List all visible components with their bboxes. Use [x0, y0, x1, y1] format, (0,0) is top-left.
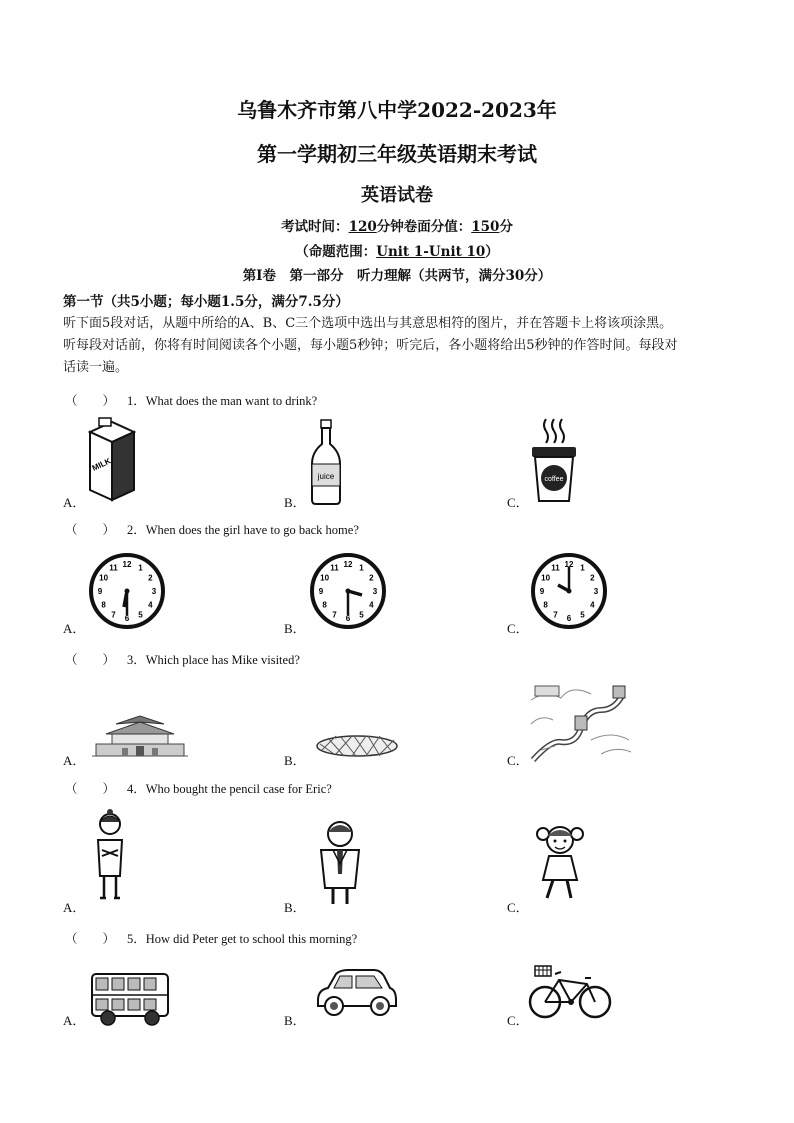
exam-title-school: 乌鲁木齐市第八中学2022-2023年: [237, 98, 557, 122]
clock-number: 11: [551, 563, 560, 573]
time-value: 120: [348, 219, 377, 235]
clock-number: 10: [320, 573, 330, 583]
score-label: 卷面分值：: [403, 219, 472, 235]
answer-blank[interactable]: （ ）: [65, 932, 116, 946]
answer-blank[interactable]: （ ）: [65, 394, 116, 408]
option-a-label[interactable]: A．: [63, 1013, 86, 1028]
clock-number: 2: [148, 573, 153, 583]
clock-number: 3: [372, 587, 378, 596]
question-text: 5．How did Peter get to school this morning?: [127, 932, 358, 946]
juice-bottle-image[interactable]: [308, 418, 344, 506]
clock-number: 10: [541, 573, 551, 583]
clock-number: 12: [564, 560, 574, 569]
scope-close: ）: [485, 244, 499, 260]
section-heading: 第一节（共5小题；每小题1.5分，满分7.5分）: [63, 294, 349, 310]
question-1: [65, 391, 317, 409]
question-text: 4．Who bought the pencil case for Eric?: [127, 782, 332, 796]
option-a-label[interactable]: A．: [63, 621, 86, 636]
clock-b-image[interactable]: [309, 552, 387, 630]
clock-number: 3: [151, 587, 157, 596]
clock-number: 11: [109, 563, 118, 573]
double-decker-bus-image[interactable]: [90, 968, 170, 1026]
clock-number: 5: [138, 610, 143, 620]
option-c-label[interactable]: C．: [507, 753, 529, 768]
question-text: 1．What does the man want to drink?: [127, 394, 318, 408]
answer-blank[interactable]: （ ）: [65, 523, 116, 537]
clock-number: 2: [590, 573, 595, 583]
clock-number: 6: [345, 614, 351, 623]
exam-scope: [0, 240, 794, 260]
clock-c-image[interactable]: [530, 552, 608, 630]
option-b-label[interactable]: B．: [284, 621, 306, 636]
man-in-suit-image[interactable]: [315, 818, 365, 906]
tiananmen-image[interactable]: [92, 716, 188, 758]
coffee-text: coffee: [544, 476, 564, 483]
clock-number: 7: [553, 610, 558, 620]
option-a-label[interactable]: A．: [63, 900, 86, 915]
clock-number: 1: [138, 563, 143, 573]
juice-text: juice: [317, 472, 335, 481]
clock-number: 11: [330, 563, 339, 573]
question-text: 2．When does the girl have to go back home?: [127, 523, 359, 537]
option-c-label[interactable]: C．: [507, 1013, 529, 1028]
option-b-label[interactable]: B．: [284, 753, 306, 768]
scope-value: Unit 1-Unit 10: [376, 244, 486, 260]
clock-number: 6: [124, 614, 130, 623]
clock-number: 4: [590, 600, 595, 610]
car-image[interactable]: [312, 966, 398, 1018]
milk-text: MILK: [90, 456, 113, 473]
exam-time-score: [0, 215, 794, 235]
instruction-line: 听每段对话前，你将有时间阅读各个小题，每小题5秒钟；听完后，各小题将给出5秒钟的作答时间。每段对: [63, 338, 678, 353]
question-3: [65, 650, 300, 668]
clock-number: 1: [359, 563, 364, 573]
clock-number: 12: [122, 560, 132, 569]
option-c-label[interactable]: C．: [507, 621, 529, 636]
part-heading: 第Ⅰ卷 第一部分 听力理解（共两节，满分30分）: [242, 268, 552, 284]
clock-number: 10: [99, 573, 109, 583]
score-value: 150: [471, 219, 500, 235]
clock-number: 1: [580, 563, 585, 573]
clock-number: 5: [580, 610, 585, 620]
clock-number: 8: [322, 600, 327, 610]
instruction-line: 话读一遍。: [63, 360, 129, 375]
clock-number: 8: [101, 600, 106, 610]
question-2: [65, 520, 359, 538]
girl-image[interactable]: [533, 822, 587, 902]
clock-number: 3: [593, 587, 599, 596]
clock-number: 4: [369, 600, 374, 610]
woman-teacher-image[interactable]: [90, 810, 130, 902]
question-4: [65, 779, 332, 797]
clock-number: 7: [111, 610, 116, 620]
question-5: [65, 929, 357, 947]
clock-number: 8: [543, 600, 548, 610]
option-a-label[interactable]: A．: [63, 753, 86, 768]
bicycle-image[interactable]: [529, 962, 613, 1020]
clock-number: 12: [343, 560, 353, 569]
exam-subtitle: 英语试卷: [361, 185, 433, 206]
answer-blank[interactable]: （ ）: [65, 782, 116, 796]
instruction-line: 听下面5段对话，从题中所给的A、B、C三个选项中选出与其意思相符的图片，并在答题卡上将该项涂黑。: [63, 316, 673, 331]
clock-number: 9: [318, 587, 324, 596]
clock-number: 9: [97, 587, 103, 596]
answer-blank[interactable]: （ ）: [65, 653, 116, 667]
clock-number: 4: [148, 600, 153, 610]
question-text: 3．Which place has Mike visited?: [127, 653, 300, 667]
clock-number: 9: [539, 587, 545, 596]
scope-open: （命题范围：: [295, 244, 377, 260]
great-wall-image[interactable]: [531, 680, 631, 762]
score-unit: 分: [499, 219, 513, 235]
milk-carton-image[interactable]: [82, 418, 138, 502]
clock-number: 2: [369, 573, 374, 583]
time-unit: 分钟: [376, 219, 404, 235]
option-c-label[interactable]: C．: [507, 900, 529, 915]
clock-number: 6: [566, 614, 572, 623]
time-label: 考试时间：: [281, 219, 349, 235]
clock-a-image[interactable]: [88, 552, 166, 630]
option-b-label[interactable]: B．: [284, 495, 306, 510]
option-b-label[interactable]: B．: [284, 900, 306, 915]
option-a-label[interactable]: A．: [63, 495, 86, 510]
option-b-label[interactable]: B．: [284, 1013, 306, 1028]
clock-number: 7: [332, 610, 337, 620]
birds-nest-stadium-image[interactable]: [314, 732, 400, 758]
exam-title-term: 第一学期初三年级英语期末考试: [257, 142, 537, 166]
coffee-cup-image[interactable]: [528, 417, 580, 503]
clock-number: 5: [359, 610, 364, 620]
option-c-label[interactable]: C．: [507, 495, 529, 510]
section-instructions: [63, 313, 753, 379]
